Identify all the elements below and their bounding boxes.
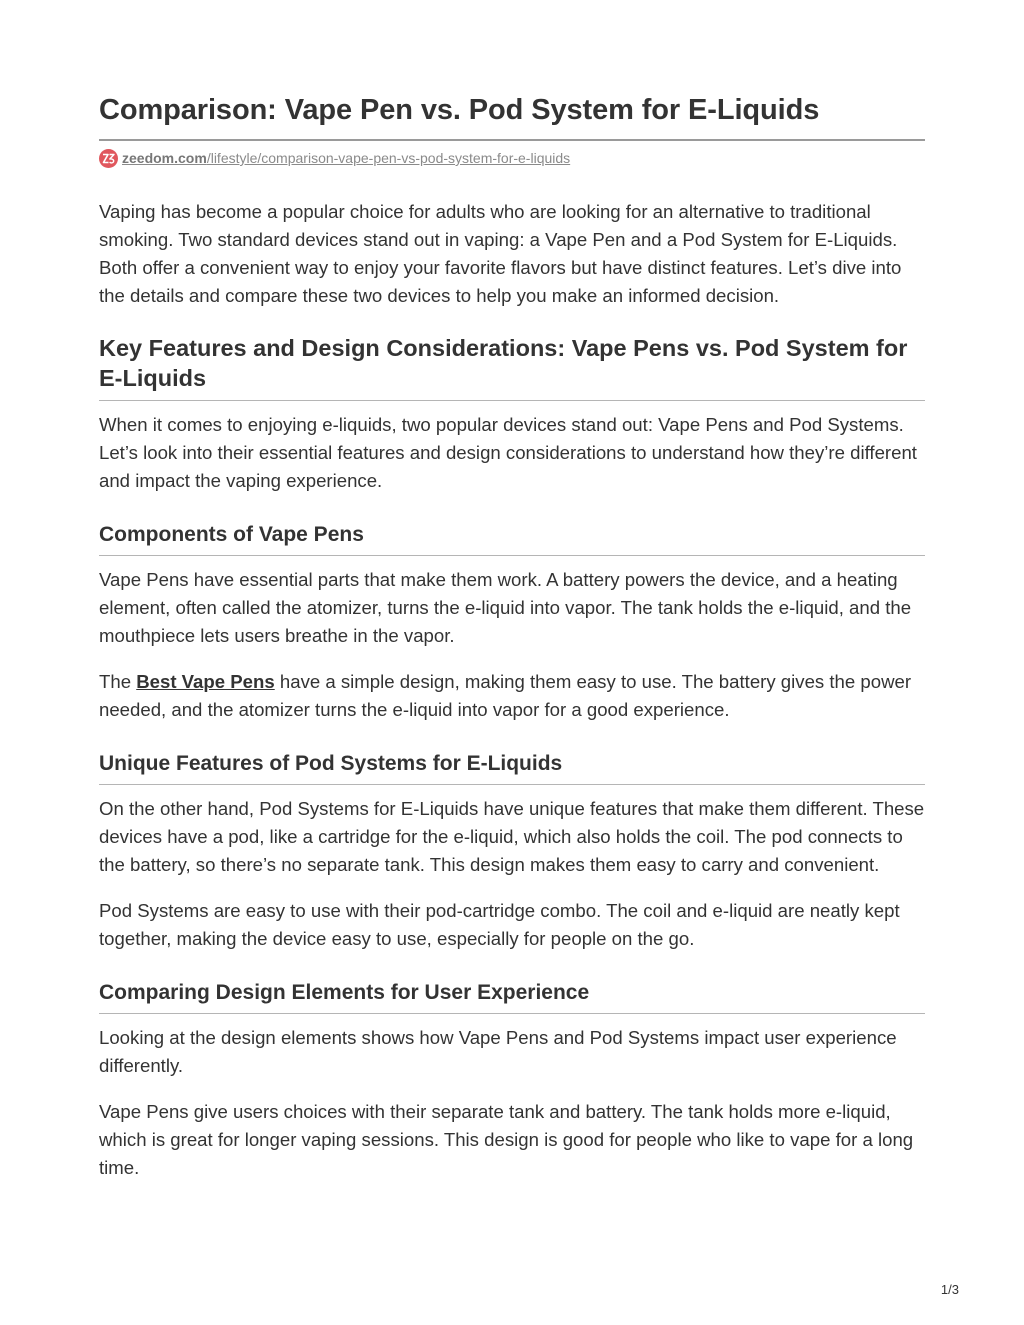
source-link-row: [99, 148, 570, 168]
key-features-paragraph: When it comes to enjoying e-liquids, two popular devices stand out: Vape Pens and Pod Systems. Let’s look into their essential features and design considerations to understand how they’re different and impact the vaping experience.: [99, 414, 917, 491]
design-elements-paragraph-1: Looking at the design elements shows how Vape Pens and Pod Systems impact user experience differently.: [99, 1027, 897, 1076]
article-title: Comparison: Vape Pen vs. Pod System for E-Liquids: [99, 94, 820, 126]
best-vape-pens-paragraph: The Best Vape Pens have a simple design, making them easy to use. The battery gives the power needed, and the atomizer turns the e-liquid into vapor for a good experience.: [99, 671, 912, 720]
zeedom-logo-icon: [99, 149, 118, 168]
intro-paragraph: Vaping has become a popular choice for adults who are looking for an alternative to traditional smoking. Two standard devices stand out in vaping: a Vape Pen and a Pod System for E-Liquids. Both offer a convenient way to enjoy your favorite flavors but have distinct features. Let’s dive into the details and compare these two devices to help you make an informed decision.: [99, 201, 902, 306]
article-body: [99, 198, 925, 1200]
pod-features-paragraph-1: On the other hand, Pod Systems for E-Liquids have unique features that make them different. These devices have a pod, like a cartridge for the e-liquid, which also holds the coil. The pod connects to the battery, so there’s no separate tank. This design makes them easy to carry and convenient.: [99, 798, 925, 875]
section-heading-pod-features: Unique Features of Pod Systems for E-Liquids: [99, 750, 925, 785]
title-divider: [99, 139, 925, 141]
section-heading-design-elements: Comparing Design Elements for User Experience: [99, 979, 925, 1014]
page-number: 1/3: [940, 1282, 959, 1297]
source-url-link[interactable]: zeedom.com/lifestyle/comparison-vape-pen-vs-pod-system-for-e-liquids: [122, 150, 571, 166]
pod-features-paragraph-2: Pod Systems are easy to use with their pod-cartridge combo. The coil and e-liquid are neatly kept together, making the device easy to use, especially for people on the go.: [99, 900, 900, 949]
components-paragraph: Vape Pens have essential parts that make them work. A battery powers the device, and a heating element, often called the atomizer, turns the e-liquid into vapor. The tank holds the e-liquid, and the mouthpiece lets users breathe in the vapor.: [99, 569, 912, 646]
section-heading-components: Components of Vape Pens: [99, 521, 925, 556]
section-heading-key-features: Key Features and Design Considerations: Vape Pens vs. Pod System for E-Liquids: [99, 333, 925, 401]
design-elements-paragraph-2: Vape Pens give users choices with their separate tank and battery. The tank holds more e-liquid, which is great for longer vaping sessions. This design is good for people who like to vape for a long time.: [99, 1101, 914, 1178]
best-vape-pens-link[interactable]: Best Vape Pens: [136, 671, 275, 692]
